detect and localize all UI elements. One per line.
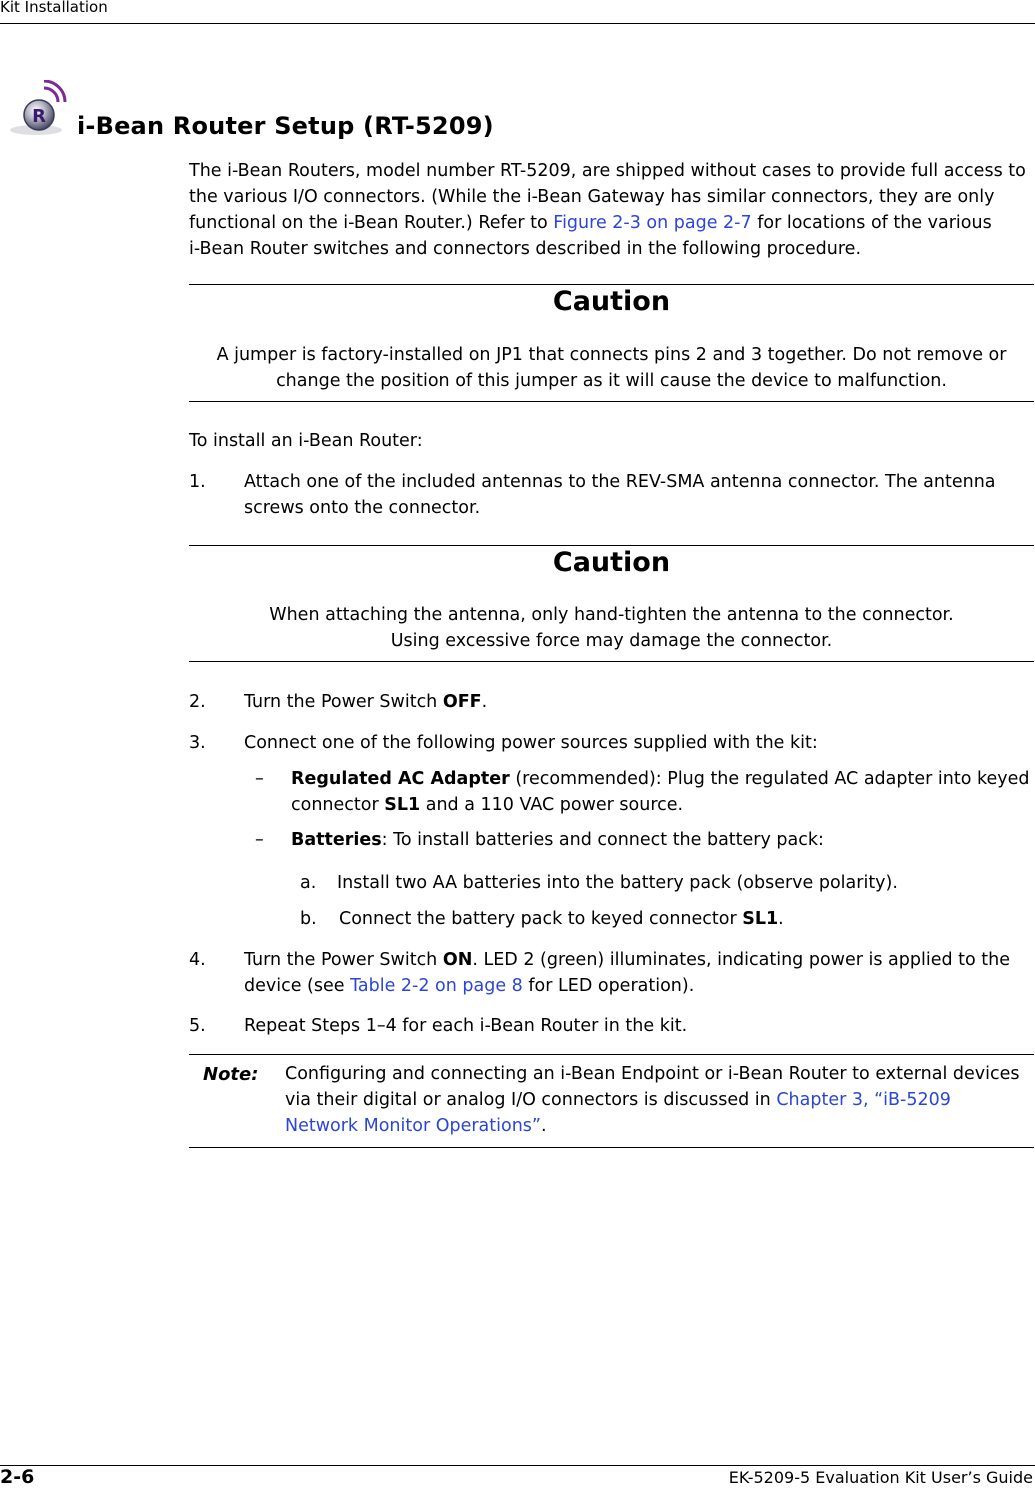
note-bottom-rule <box>189 1147 1034 1148</box>
step3-text: Connect one of the following power sources supplied with the kit: <box>244 733 818 753</box>
bullet2-dash: – <box>255 830 264 850</box>
svg-text:R: R <box>32 106 46 127</box>
install-intro: To install an i-Bean Router: <box>189 431 423 451</box>
caution1-bottom-rule <box>189 401 1034 402</box>
caution1-text: A jumper is factory-installed on JP1 that connects pins 2 and 3 together. Do not remove or change the position of this jumper as it will cause the device to malfunction. <box>216 345 1007 391</box>
caution2-bottom-rule <box>189 661 1034 662</box>
sub-b-label: b. <box>300 909 317 929</box>
step4-number: 4. <box>189 950 206 970</box>
table-link[interactable]: Table 2-2 on page 8 <box>350 976 523 996</box>
note-top-rule <box>189 1054 1034 1055</box>
chapter-link-cont[interactable]: Network Monitor Operations” <box>285 1116 541 1136</box>
step2-number: 2. <box>189 692 206 712</box>
figure-link[interactable]: Figure 2-3 on page 2-7 <box>553 213 752 233</box>
caution2-text: When attaching the antenna, only hand-tighten the antenna to the connector. Using excessive force may damage the connector. <box>269 605 954 651</box>
page-number: 2-6 <box>0 1466 35 1488</box>
step5-number: 5. <box>189 1016 206 1036</box>
running-header: Kit Installation <box>0 0 108 16</box>
intro-paragraph: The i-Bean Routers, model number RT-5209, are shipped without cases to provide full access to the various I/O connectors. (While the i-Bean Gateway has similar connectors, they are only functional on the i-Bean Router.) Refer to Figure 2-3 on page 2-7 for locations of the various i-Bean Router switches and connectors described in the following procedure. <box>189 161 1026 259</box>
sub-a-label: a. <box>300 873 317 893</box>
sub-a-text: Install two AA batteries into the battery pack (observe polarity). <box>337 873 898 893</box>
caution1-top-rule <box>189 284 1034 285</box>
caution1-title: Caution <box>552 286 671 317</box>
guide-title: EK-5209-5 Evaluation Kit User’s Guide <box>728 1468 1033 1487</box>
bullet1-text: Regulated AC Adapter (recommended): Plug the regulated AC adapter into keyed connector SL1 and a 110 VAC power source. <box>291 769 1030 815</box>
step2-text: Turn the Power Switch OFF. <box>244 692 488 712</box>
page-title: i-Bean Router Setup (RT-5209) <box>77 112 494 140</box>
chapter-link[interactable]: Chapter 3, “iB-5209 <box>776 1090 951 1110</box>
step1-number: 1. <box>189 472 206 492</box>
step4-text: Turn the Power Switch ON. LED 2 (green) illuminates, indicating power is applied to the device (see Table 2-2 on page 8 for LED operation). <box>244 950 1010 996</box>
bullet2-text: Batteries: To install batteries and connect the battery pack: <box>291 830 824 850</box>
note-text: Configuring and connecting an i-Bean Endpoint or i-Bean Router to external devices via their digital or analog I/O connectors is discussed in Chapter 3, “iB-5209 Network Monitor Operations”. <box>285 1064 1020 1136</box>
caution2-title: Caution <box>552 547 671 578</box>
sub-b-text: Connect the battery pack to keyed connector SL1. <box>339 909 784 929</box>
step5-text: Repeat Steps 1–4 for each i-Bean Router in the kit. <box>244 1016 688 1036</box>
caution2-top-rule <box>189 545 1034 546</box>
note-label: Note: <box>203 1064 259 1085</box>
bullet1-dash: – <box>255 769 264 789</box>
step1-text: Attach one of the included antennas to the REV-SMA antenna connector. The antenna screws onto the connector. <box>244 472 996 518</box>
footer-rule <box>0 1465 1035 1466</box>
router-r-icon <box>6 80 72 140</box>
header-rule <box>0 23 1035 24</box>
step3-number: 3. <box>189 733 206 753</box>
